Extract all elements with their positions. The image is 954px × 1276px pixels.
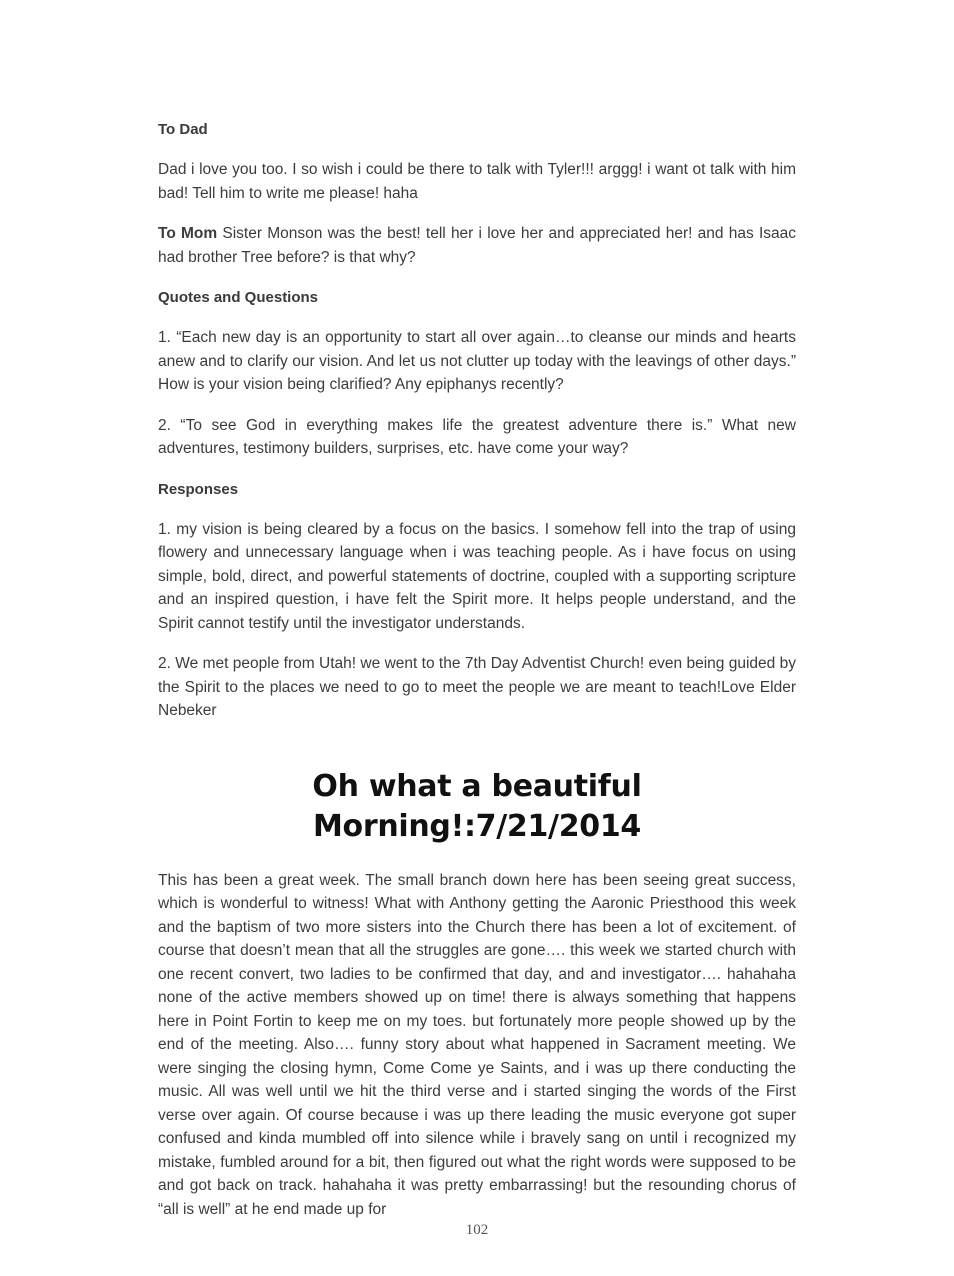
paragraph-to-dad: Dad i love you too. I so wish i could be there to talk with Tyler!!! arggg! i want ot talk with him bad! Tell him to write me please! haha: [158, 161, 796, 202]
label-to-mom: To Mom: [158, 225, 218, 242]
page-content: [158, 118, 796, 1238]
text-to-mom: Sister Monson was the best! tell her i love her and appreciated her! and has Isaac had brother Tree before? is that why?: [158, 225, 796, 266]
quote-item-2: 2. “To see God in everything makes life the greatest adventure there is.” What new adventures, testimony builders, surprises, etc. have come your way?: [158, 416, 796, 457]
post-title: Oh what a beautiful Morning!:7/21/2014: [312, 768, 642, 844]
paragraph-to-mom: [158, 222, 796, 269]
response-item-1: 1. my vision is being cleared by a focus on the basics. I somehow fell into the trap of using flowery and unnecessary language when i was teaching people. As i have focus on using simple, bold, direct, and powerful statements of doctrine, coupled with a supporting scripture and an inspired question, i have felt the Spirit more. It helps people understand, and the Spirit cannot testify until the investigator understands.: [158, 520, 796, 632]
heading-to-dad: To Dad: [158, 121, 208, 138]
page-number: 102: [465, 1222, 489, 1238]
heading-quotes-and-questions: Quotes and Questions: [158, 289, 319, 306]
heading-responses: Responses: [158, 480, 239, 498]
quote-item-1: 1. “Each new day is an opportunity to start all over again…to cleanse our minds and hearts anew and to clarify our vision. And let us not clutter up today with the leavings of other days.” How is your vision being clarified? Any epiphanys recently?: [158, 329, 796, 393]
post-body: This has been a great week. The small branch down here has been seeing great success, which is wonderful to witness! What with Anthony getting the Aaronic Priesthood this week and the baptism of two more sisters into the Church there has been a lot of excitement. of course that doesn’t mean that all the struggles are gone…. this week we started church with one recent convert, two ladies to be confirmed that day, and and investigator…. hahahaha none of the active members showed up on time! there is always something that happens here in Point Fortin to keep me on my toes. but fortunately more people showed up by the end of the meeting. Also…. funny story about what happened in Sacrament meeting. We were singing the closing hymn, Come Come ye Saints, and i was up there conducting the music. All was well until we hit the third verse and i started singing the words of the First verse over again. Of course because i was up there leading the music everyone got super confused and kinda mumbled off into silence while i bravely sang on until i recognized my mistake, fumbled around for a bit, then figured out what the right words were supposed to be and got back on track. hahahaha it was pretty embarrassing! but the resounding chorus of “all is well” at he end made up for: [158, 871, 796, 1218]
response-item-2: 2. We met people from Utah! we went to the 7th Day Adventist Church! even being guided by the Spirit to the places we need to go to meet the people we are meant to teach!Love Elder Nebeker: [158, 655, 796, 719]
